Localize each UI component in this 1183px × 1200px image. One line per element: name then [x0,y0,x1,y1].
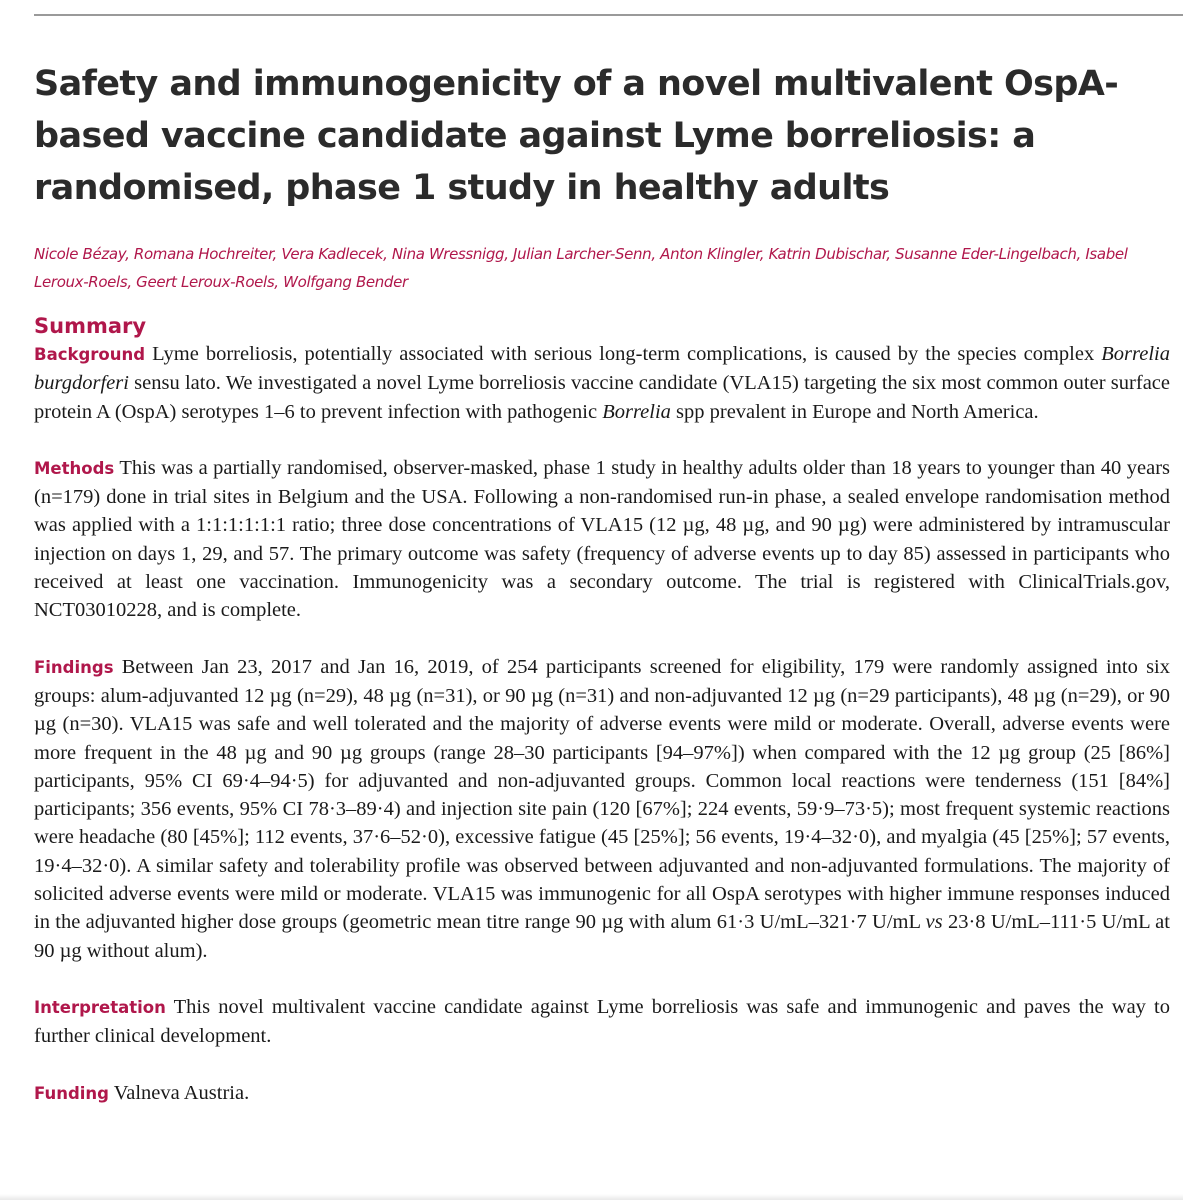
methods-label: Methods [34,458,115,478]
background-text-1: Lyme borreliosis, potentially associated with serious long-term complications, is caused by the species complex [145,343,1102,365]
funding-section [34,1079,1170,1108]
interpretation-section [34,993,1170,1051]
top-rule [34,14,1183,16]
methods-text: This was a partially randomised, observer-masked, phase 1 study in healthy adults older than 18 years to younger than 40 years (n=179) done in trial sites in Belgium and the USA. Following a non-randomised run-in phase, a sealed envelope randomisation method was applied with a 1:1:1:1:1:1 ratio; three dose concentrations of VLA15 (12 µg, 48 µg, and 90 µg) were administered by intramuscular injection on days 1, 29, and 57. The primary outcome was safety (frequency of adverse events up to day 85) assessed in participants who received at least one vaccination. Immunogenicity was a secondary outcome. The trial is registered with ClinicalTrials.gov, NCT03010228, and is complete. [34,456,1170,622]
findings-italic-vs: vs [925,911,943,934]
page-bottom-edge [0,1194,1183,1200]
background-italic-2: Borrelia [602,400,671,423]
findings-text-2: 23·8 U/mL–111·5 U/mL at 90 µg without alum). [34,911,1170,962]
background-section [34,340,1170,426]
article-page [34,58,1170,1108]
article-title: Safety and immunogenicity of a novel multivalent OspA-based vaccine candidate against Lyme borreliosis: a randomised, phase 1 study in healthy adults [34,64,1119,208]
methods-section [34,454,1170,625]
findings-label: Findings [34,657,114,677]
background-text-2: sensu lato. We investigated a novel Lyme borreliosis vaccine candidate (VLA15) targeting the six most common outer surface protein A (OspA) serotypes 1–6 to prevent infection with pathogenic [34,372,1170,423]
author-list: Nicole Bézay, Romana Hochreiter, Vera Kadlecek, Nina Wressnigg, Julian Larcher-Senn, Anton Klingler, Katrin Dubischar, Susanne Eder-Lingelbach, Isabel Leroux-Roels, Geert Leroux-Roels, Wolfgang Bender [34,245,1128,291]
funding-text: Valneva Austria. [108,1081,250,1104]
findings-text-1: Between Jan 23, 2017 and Jan 16, 2019, of 254 participants screened for eligibility, 179 were randomly assigned into six groups: alum-adjuvanted 12 µg (n=29), 48 µg (n=31), or 90 µg (n=31) and non-adjuvanted 12 µg (n=29 participants), 48 µg (n=29), or 90 µg (n=30). VLA15 was safe and well tolerated and the majority of adverse events were mild or moderate. Overall, adverse events were more frequent in the 48 µg and 90 µg groups (range 28–30 participants [94–97%]) when compared with the 12 µg group (25 [86%] participants, 95% CI 69·4–94·5) for adjuvanted and non-adjuvanted groups. Common local reactions were tenderness (151 [84%] participants; 356 events, 95% CI 78·3–89·4) and injection site pain (120 [67%]; 224 events, 59·9–73·5); most frequent systemic reactions were headache (80 [45%]; 112 events, 37·6–52·0), excessive fatigue (45 [25%]; 56 events, 19·4–32·0), and myalgia (45 [25%]; 57 events, 19·4–32·0). A similar safety and tolerability profile was observed between adjuvanted and non-adjuvanted formulations. The majority of solicited adverse events were mild or moderate. VLA15 was immunogenic for all OspA serotypes with higher immune responses induced in the adjuvanted higher dose groups (geometric mean titre range 90 µg with alum 61·3 U/mL–321·7 U/mL [34,655,1170,934]
background-italic-1: Borrelia burgdorferi [34,343,1170,395]
summary-heading: Summary [34,314,147,338]
background-label: Background [34,345,146,364]
interpretation-label: Interpretation [34,997,166,1017]
background-text-3: spp prevalent in Europe and North America. [670,400,1039,423]
funding-label: Funding [34,1083,109,1103]
findings-section [34,653,1170,965]
interpretation-text: This novel multivalent vaccine candidate against Lyme borreliosis was safe and immunogenic and paves the way to further clinical development. [34,995,1170,1048]
